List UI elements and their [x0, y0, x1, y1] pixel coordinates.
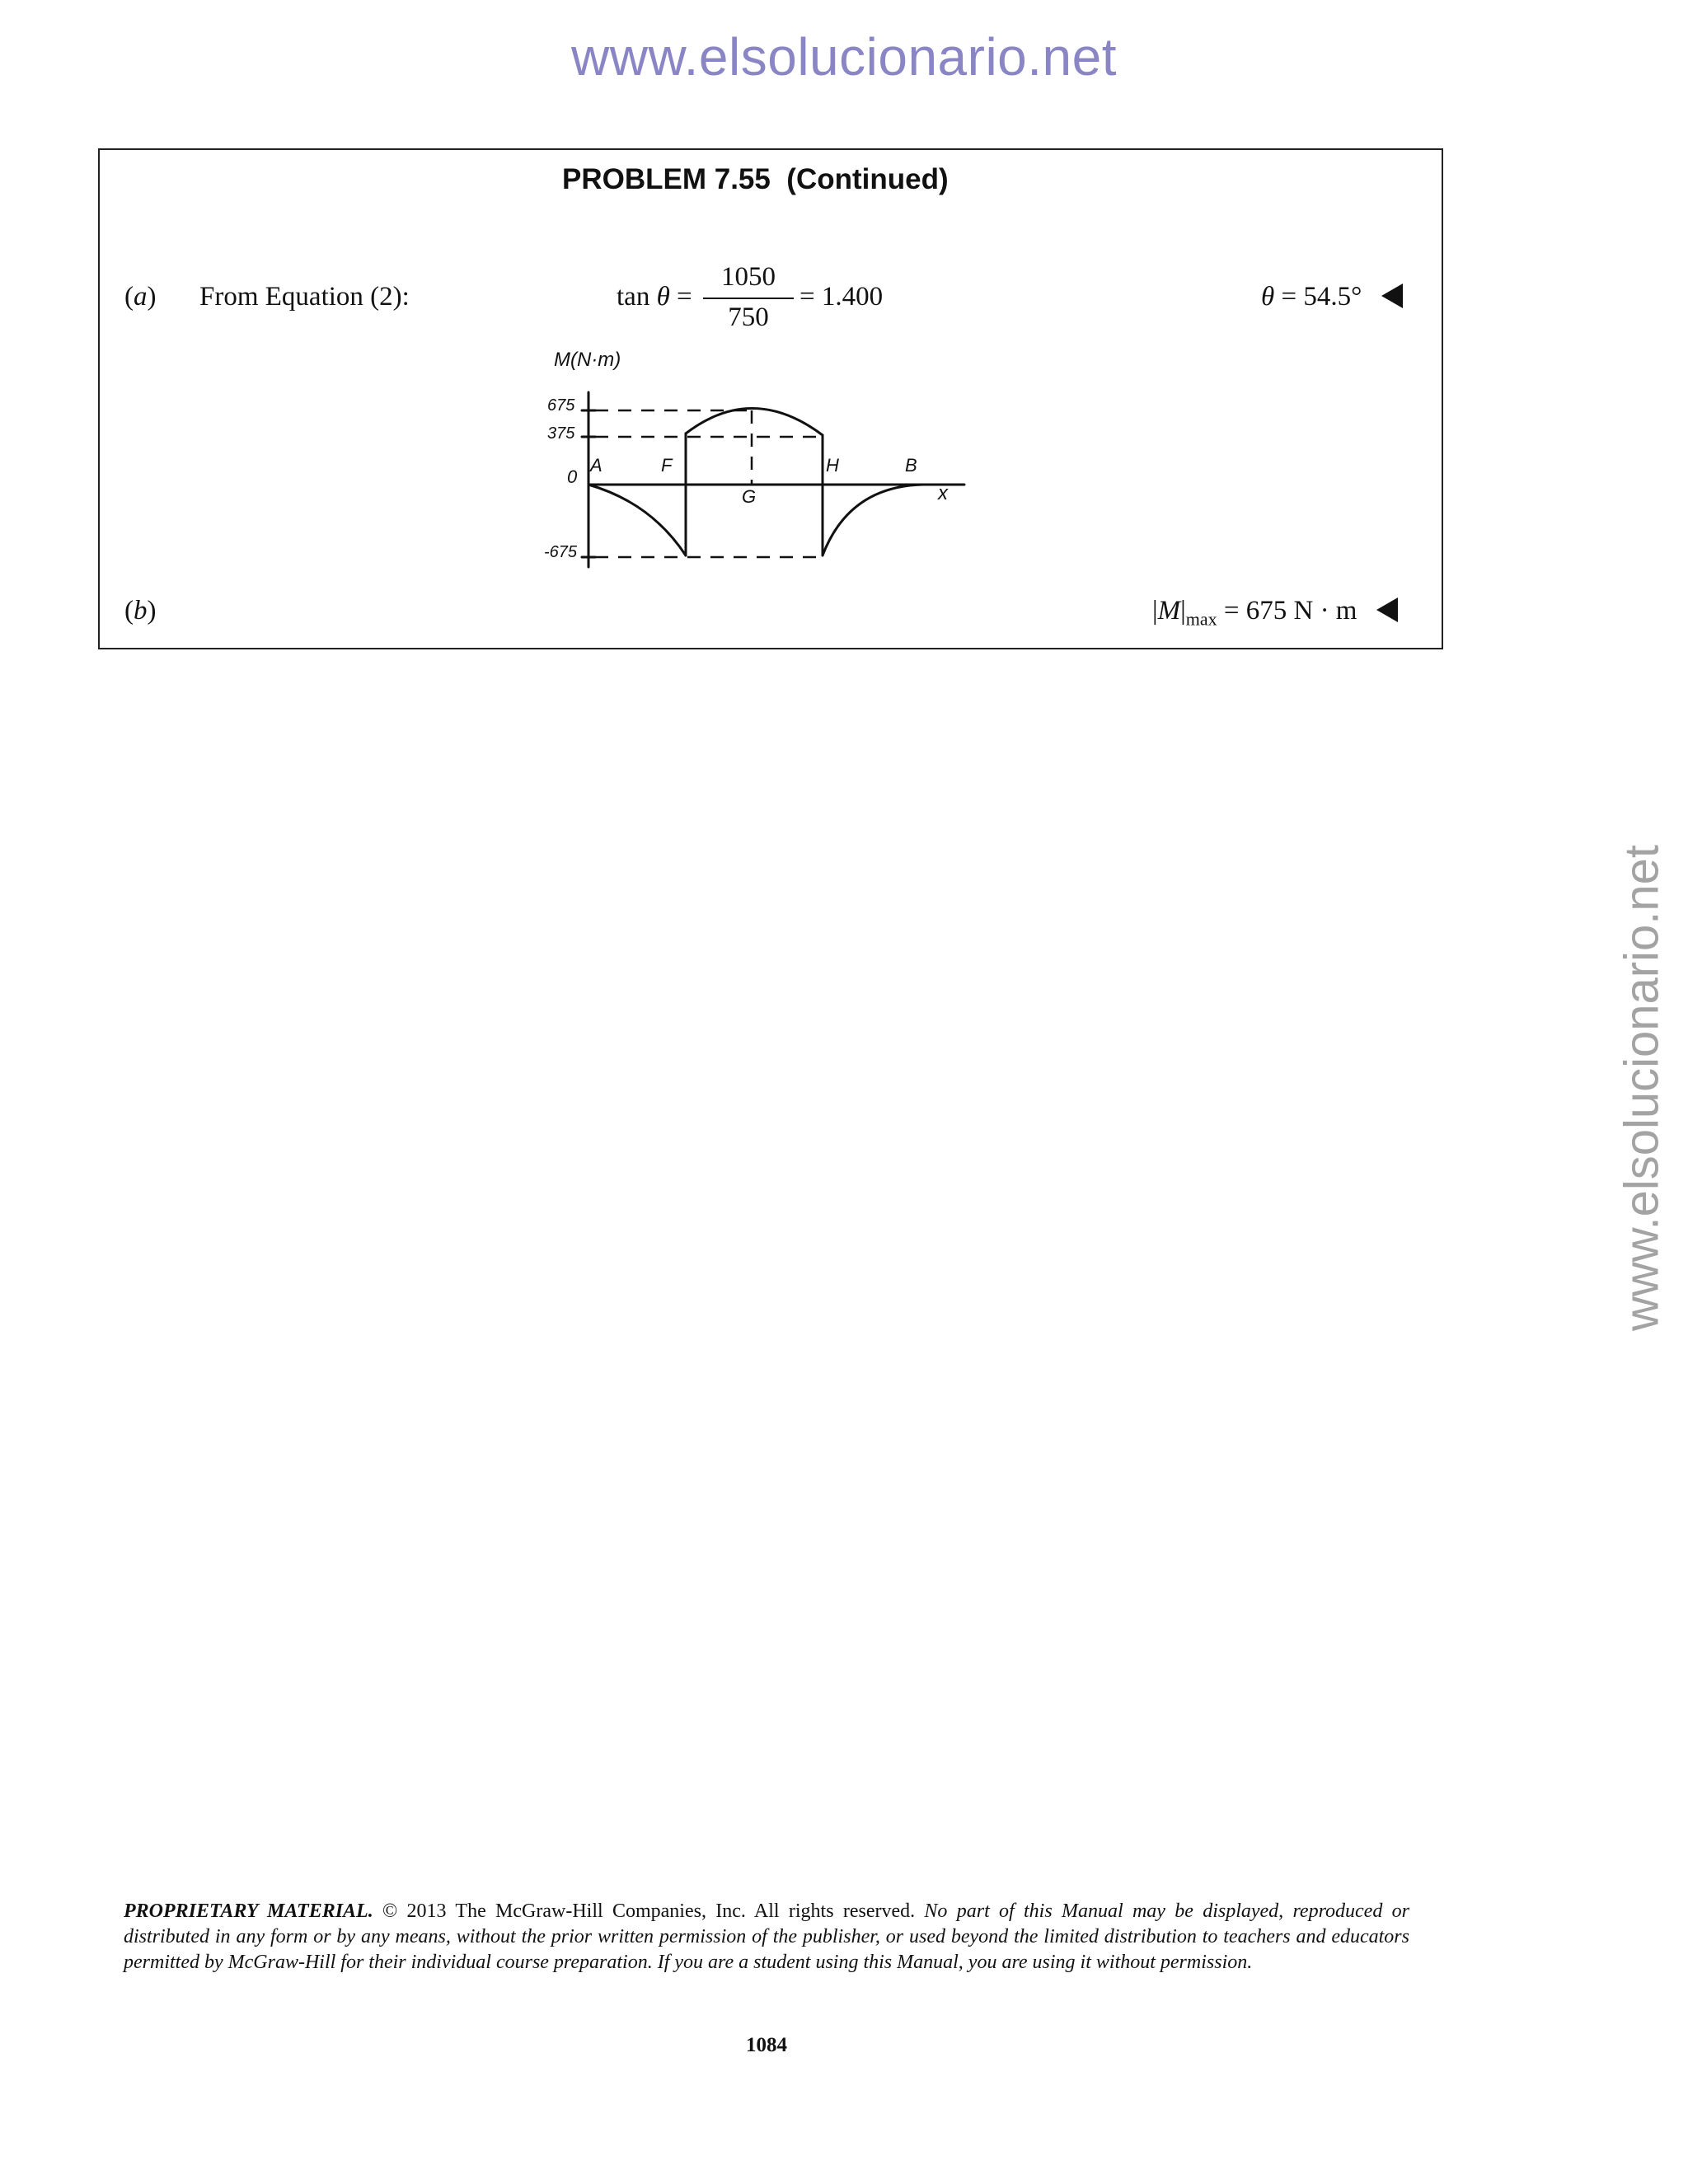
point-label-g: G — [742, 486, 757, 507]
tick-375: 375 — [547, 424, 575, 443]
page-number: 1084 — [746, 2034, 787, 2056]
point-label-a: A — [590, 455, 603, 476]
watermark-top: www.elsolucionario.net — [571, 27, 1117, 87]
footer-copyright: © 2013 The McGraw-Hill Companies, Inc. All rights reserved. — [373, 1900, 925, 1922]
fraction-numerator: 1050 — [721, 262, 776, 292]
answer-b-var: M — [1157, 596, 1181, 626]
fraction-bar — [703, 298, 794, 299]
diagram-axis-title: M(N·m) — [554, 349, 621, 371]
part-a-label: (a) — [124, 282, 157, 312]
part-a-text: From Equation (2): — [199, 282, 410, 312]
equation-func: tan — [617, 282, 650, 312]
equation-result: 1.400 — [821, 282, 884, 312]
segment-a-f — [588, 485, 686, 555]
answer-b-sub: max — [1185, 608, 1217, 630]
equation-rhs: = 1.400 — [799, 282, 884, 312]
footer-lead: PROPRIETARY MATERIAL. — [124, 1900, 373, 1922]
answer-marker-icon — [1376, 598, 1398, 622]
point-label-b: B — [905, 455, 917, 476]
watermark-side: www.elsolucionario.net — [1615, 845, 1669, 1331]
segment-f-h — [686, 408, 823, 435]
answer-b-value: 675 N · m — [1245, 596, 1357, 626]
tick-neg-675: -675 — [544, 543, 578, 561]
part-b-letter: b — [134, 596, 148, 626]
equation-var: θ — [656, 282, 670, 312]
part-b-label: (b) — [124, 596, 157, 626]
point-label-f: F — [661, 455, 673, 476]
segment-h-b — [823, 485, 923, 555]
part-a-letter: a — [134, 282, 148, 312]
answer-a-var: θ — [1261, 282, 1275, 312]
equation-fraction — [703, 262, 794, 333]
footer-notice: No part of this Manual may be displayed, reproduced or distributed in any form or by any means, without the prior written permission of the publisher, or used beyond the limited distribution to teachers and educators permitted by McGraw-Hill for their individual course preparation. If you are a student using this Manual, you are using it without permission. — [124, 1900, 1409, 1973]
copyright-footer — [124, 1899, 1409, 1975]
tick-675: 675 — [547, 396, 575, 415]
x-axis-label: x — [938, 482, 948, 504]
answer-a-value: 54.5° — [1303, 282, 1362, 312]
tick-0: 0 — [567, 466, 578, 487]
equation-lhs: tan θ = — [617, 282, 692, 312]
answer-b: $|M|_{max} = 675$ N · m — [1152, 596, 1398, 630]
moment-diagram — [544, 346, 973, 577]
point-label-h: H — [826, 455, 839, 476]
fraction-denominator: 750 — [728, 302, 769, 332]
answer-a: θ = 54.5° — [1261, 282, 1403, 312]
problem-heading: PROBLEM 7.55 (Continued) — [562, 163, 949, 195]
answer-marker-icon — [1381, 284, 1403, 308]
